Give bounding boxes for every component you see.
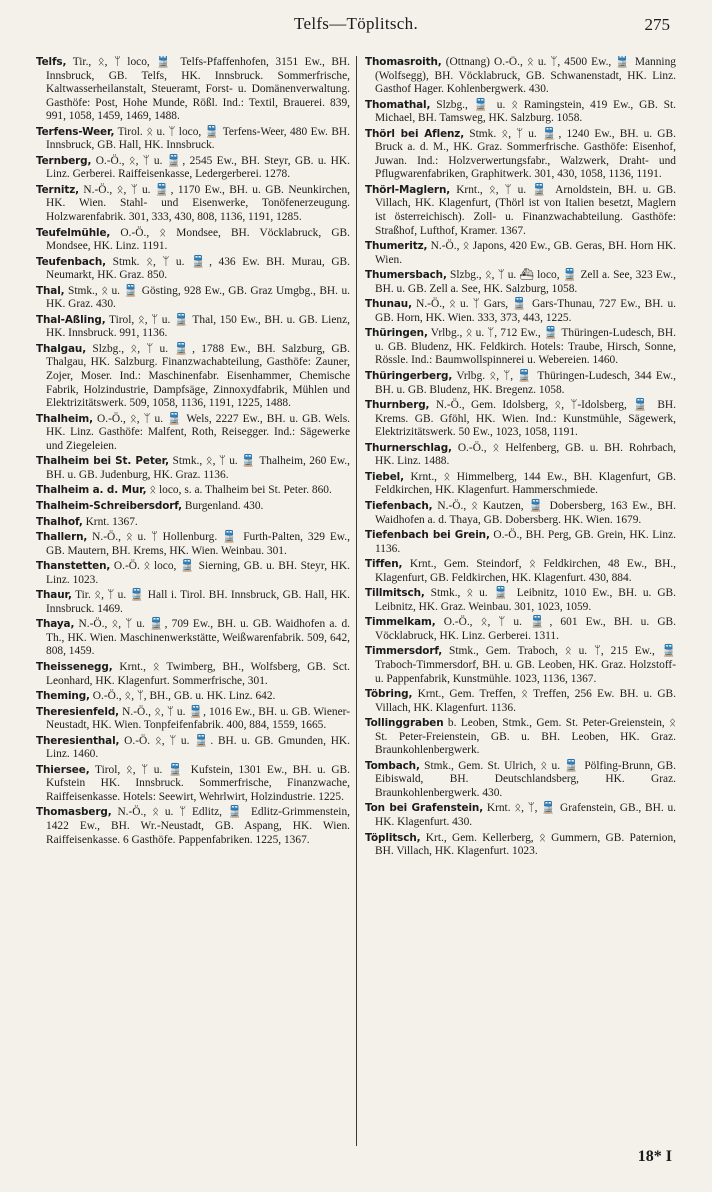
entry-place-name: Tiefenbach bei Grein,	[365, 529, 490, 542]
gazetteer-entry	[365, 717, 676, 758]
entry-text: Vrlbg. ᛟ, ᛘ, 🚆 Thüringen-Ludesch, 344 Ew., BH. u. GB. Bludenz, HK. Bregenz. 1058.	[375, 370, 676, 396]
gazetteer-entry	[365, 529, 676, 556]
gazetteer-entry	[36, 155, 350, 182]
header-title: Telfs—Töplitsch.	[293, 14, 418, 33]
entry-place-name: Thurnberg,	[365, 399, 430, 412]
page-number: 275	[644, 15, 670, 34]
gazetteer-entry	[36, 314, 350, 341]
gazetteer-entry	[365, 327, 676, 368]
entry-place-name: Thalgau,	[36, 342, 87, 355]
entry-text: b. Leoben, Stmk., Gem. St. Peter-Greienstein, ᛟ St. Peter-Freienstein, GB. u. BH. Leoben, HK. Graz. Braunkohlenbergwerk.	[375, 717, 676, 757]
gazetteer-entry	[36, 184, 350, 225]
printer-signature: 18* I	[637, 1148, 672, 1165]
gazetteer-entry	[36, 516, 350, 530]
gazetteer-entry	[36, 484, 350, 498]
entry-text: Krnt., Gem. Treffen, ᛟ Treffen, 256 Ew. BH. u. GB. Villach, HK. Klagenfurt. 1136.	[375, 688, 676, 714]
entry-text: N.-Ö., ᛟ Kautzen, 🚆 Dobersberg, 163 Ew., BH. Waidhofen a. d. Thaya, GB. Dobersberg. HK. Wien. 1679.	[375, 499, 676, 526]
entry-text: O.-Ö., ᛟ, ᛘ u. 🚆 Wels, 2227 Ew., BH. u. GB. Wels. HK. Linz. Gasthöfe: Malfent, Roth, Reisegger. Ind.: Sägewerke und Ziegeleien.	[46, 412, 350, 452]
gazetteer-entry	[36, 690, 350, 704]
entry-text: Stmk. ᛟ, ᛘ u. 🚆, 1240 Ew., BH. u. GB. Bruck a. d. M., HK. Graz. Sommerfrische. Gasthöfe: Eisenhof, Juwan. Ind.: Holzverwertungsfabr., Walzwerk, Draht- und Pflugwarenfabriken, Graphitwerk. 301, 430, 1058, 1136, 1191.	[375, 127, 676, 181]
entry-place-name: Thal-Aßling,	[36, 313, 106, 326]
gazetteer-entry	[36, 735, 350, 762]
entry-text: Krnt. ᛟ, ᛘ, 🚆 Grafenstein, GB., BH. u. HK. Klagenfurt. 430.	[375, 802, 676, 828]
entry-place-name: Tombach,	[365, 759, 420, 772]
entry-text: Stmk., Gem. St. Ulrich, ᛟ u. 🚆 Pölfing-Brunn, GB. Eibiswald, BH. Deutschlandsberg, HK. Graz. Braunkohlenbergwerk. 430.	[375, 759, 676, 799]
gazetteer-entry	[365, 128, 676, 182]
entry-place-name: Tiefenbach,	[365, 499, 433, 512]
entry-place-name: Theming,	[36, 690, 90, 703]
gazetteer-entry	[36, 500, 350, 514]
gazetteer-entry	[36, 126, 350, 153]
entry-text: O.-Ö., BH. Perg, GB. Grein, HK. Linz. 1136.	[375, 529, 676, 555]
gazetteer-entry	[365, 558, 676, 585]
entry-text: Tir. ᛟ, ᛘ u. 🚆 Hall i. Tirol. BH. Innsbruck, GB. Hall, HK. Innsbruck. 1469.	[46, 589, 350, 615]
entry-place-name: Thomasberg,	[36, 806, 112, 819]
gazetteer-entry	[365, 99, 676, 126]
gazetteer-entry	[36, 560, 350, 587]
entry-text: O.-Ö., ᛟ Mondsee, BH. Vöcklabruck, GB. Mondsee, HK. Linz. 1191.	[46, 226, 350, 253]
entry-place-name: Thal,	[36, 284, 65, 297]
entry-place-name: Thalheim a. d. Mur,	[36, 484, 147, 497]
entry-text: N.-Ö., ᛟ, ᛘ u. 🚆, 1170 Ew., BH. u. GB. Neunkirchen, HK. Wien. Stahl- und Eisenwerke, Tonöfenerzeugung. Holzwarenfabrik. 301, 333, 430, 808, 1136, 1191, 1285.	[46, 183, 350, 224]
entry-text: Tir., ᛟ, ᛘ loco, 🚆 Telfs-Pfaffenhofen, 3151 Ew., BH. Innsbruck, GB. Telfs, HK. Innsbruck. Sommerfrische, Kaltwasserheilanstalt, Steueramt, Forst- u. Domänenverwaltung. Gasthöfe: Post, Hohe Munde, Rößl. Ind.: Textil, Brauerei. 839, 991, 1058, 1459, 1469, 1488.	[46, 56, 350, 123]
entry-place-name: Thaya,	[36, 618, 75, 631]
entry-place-name: Timmelkam,	[365, 616, 436, 629]
gazetteer-entry	[36, 806, 350, 847]
entry-text: Krnt. 1367.	[85, 515, 138, 528]
entry-place-name: Tiffen,	[365, 558, 403, 571]
entry-text: O.-Ö. ᛟ loco, 🚆 Sierning, GB. u. BH. Steyr, HK. Linz. 1023.	[46, 560, 350, 586]
entry-text: Tirol, ᛟ, ᛘ u. 🚆 Thal, 150 Ew., BH. u. GB. Lienz, HK. Innsbruck. 991, 1136.	[46, 313, 350, 340]
entry-place-name: Thumeritz,	[365, 240, 428, 253]
entry-place-name: Theresienthal,	[36, 734, 120, 747]
entry-place-name: Tillmitsch,	[365, 587, 425, 600]
entry-text: Krnt., ᛟ Himmelberg, 144 Ew., BH. Klagenfurt, GB. Feldkirchen, HK. Klagenfurt. Hammerschmiede.	[375, 470, 676, 497]
running-header	[0, 14, 712, 40]
gazetteer-entry	[365, 587, 676, 614]
entry-place-name: Thalheim-Schreibersdorf,	[36, 499, 182, 512]
two-column-body	[36, 56, 676, 1146]
entry-text: O.-Ö. ᛟ, ᛘ u. 🚆. BH. u. GB. Gmunden, HK. Linz. 1460.	[46, 734, 350, 761]
entry-text: Krnt., Gem. Steindorf, ᛟ Feldkirchen, 48 Ew., BH., Klagenfurt, GB. Feldkirchen, HK. Klagenfurt. 430, 884.	[375, 558, 676, 584]
entry-place-name: Thalheim,	[36, 412, 93, 425]
entry-text: Tirol. ᛟ u. ᛘ loco, 🚆 Terfens-Weer, 480 Ew. BH. Innsbruck, GB. Hall, HK. Innsbruck.	[46, 125, 350, 152]
entry-text: Vrlbg., ᛟ u. ᛘ, 712 Ew., 🚆 Thüringen-Ludesch, BH. u. GB. Bludenz, HK. Feldkirch. Hotels: Traube, Hirsch, Sonne, Rössle. Ind.: Baumwollspinnerei u. Webereien. 1460.	[375, 327, 676, 367]
entry-text: O.-Ö., ᛟ, ᛘ u. 🚆, 2545 Ew., BH. Steyr, GB. u. HK. Linz. Gerberei. Raiffeisenkasse, Ledergerberei. 1278.	[46, 154, 350, 181]
right-column	[356, 56, 676, 1146]
gazetteer-entry	[36, 764, 350, 805]
gazetteer-entry	[365, 240, 676, 267]
entry-place-name: Thiersee,	[36, 763, 90, 776]
gazetteer-entry	[365, 298, 676, 325]
entry-place-name: Thumersbach,	[365, 269, 447, 282]
entry-text: O.-Ö., ᛟ, ᛘ u. 🚆, 601 Ew., BH. u. GB. Vöcklabruck, HK. Linz. Gerberei. 1311.	[375, 616, 676, 642]
entry-text: Krt., Gem. Kellerberg, ᛟ Gummern, GB. Paternion, BH. Villach, HK. Klagenfurt. 1023.	[375, 831, 676, 858]
entry-place-name: Tiebel,	[365, 470, 404, 483]
entry-text: (Ottnang) O.-Ö., ᛟ u. ᛘ, 4500 Ew., 🚆 Manning (Wolfsegg), BH. Vöcklabruck, GB. Schwanenstadt, HK. Linz. Gasthof Hager. Kohlenbergwerk. 430.	[375, 56, 676, 96]
entry-text: Stmk., ᛟ u. 🚆 Leibnitz, 1010 Ew., BH. u. GB. Leibnitz, HK. Graz. Weinbau. 301, 1023, 1059.	[375, 587, 676, 613]
gazetteer-entry	[365, 645, 676, 686]
gazetteer-entry	[36, 531, 350, 558]
entry-text: ᛟ loco, s. a. Thalheim bei St. Peter. 860.	[149, 484, 332, 497]
entry-text: Slzbg., 🚆 u. ᛟ Ramingstein, 419 Ew., GB. St. Michael, BH. Tamsweg, HK. Salzburg. 1058.	[375, 98, 676, 125]
gazetteer-entry	[365, 760, 676, 801]
entry-place-name: Terfens-Weer,	[36, 125, 115, 138]
entry-text: O.-Ö., ᛟ, ᛘ, BH., GB. u. HK. Linz. 642.	[92, 690, 276, 703]
entry-text: Tirol, ᛟ, ᛘ u. 🚆 Kufstein, 1301 Ew., BH. u. GB. Kufstein HK. Innsbruck. Sommerfrische, Finanzwache, Raiffeisenkasse. Hotels: Seewirt, Wehrlwirt, Holzindustrie. 1225.	[46, 763, 350, 803]
entry-place-name: Thallern,	[36, 531, 88, 544]
entry-place-name: Teufelmühle,	[36, 226, 111, 239]
gazetteer-entry	[365, 56, 676, 97]
entry-text: N.-Ö., ᛟ Japons, 420 Ew., GB. Geras, BH. Horn HK. Wien.	[375, 240, 676, 266]
entry-place-name: Thurnerschlag,	[365, 441, 452, 454]
gazetteer-entry	[36, 227, 350, 254]
entry-text: Stmk., ᛟ, ᛘ u. 🚆 Thalheim, 260 Ew., BH. u. GB. Judenburg, HK. Graz. 1136.	[46, 455, 350, 481]
gazetteer-entry	[365, 832, 676, 859]
entry-text: Krnt., ᛟ, ᛘ u. 🚆 Arnoldstein, BH. u. GB. Villach, HK. Klagenfurt, (Thörl ist von Italien besetzt, Maglern ist österreichisch). Zoll- u. Finanzwachabteilung. Gasthöfe: Straßhof, Lufthof, Kramer. 1367.	[375, 183, 676, 237]
left-column	[36, 56, 356, 1146]
entry-place-name: Timmersdorf,	[365, 645, 443, 658]
entry-place-name: Thomasroith,	[365, 56, 442, 68]
entry-text: Burgenland. 430.	[184, 499, 264, 512]
gazetteer-entry	[36, 661, 350, 688]
entry-text: N.-Ö., ᛟ, ᛘ u. 🚆, 709 Ew., BH. u. GB. Waidhofen a. d. Th., HK. Wien. Maschinenwerkstätte, Weißwarenfabrik. 509, 642, 808, 1459.	[46, 618, 350, 658]
gazetteer-entry	[36, 455, 350, 482]
entry-place-name: Tollinggraben	[365, 717, 444, 730]
entry-place-name: Thörl bei Aflenz,	[365, 127, 465, 140]
entry-place-name: Ternitz,	[36, 183, 79, 196]
entry-place-name: Thörl-Maglern,	[365, 183, 451, 196]
gazetteer-entry	[365, 184, 676, 238]
entry-place-name: Thalheim bei St. Peter,	[36, 455, 170, 468]
entry-place-name: Thüringen,	[365, 327, 428, 340]
entry-text: Slzbg., ᛟ, ᛘ u. 🚆, 1788 Ew., BH. Salzburg, GB. Thalgau, HK. Salzburg. Finanzwachabteilung, Gasthöfe: Zauner, Zojer, Moser. Ind.: Maschinenfabr. Eisenhammer, Chemische Fabrik, Holzindustrie, Dampfsäge, Zinnoxydfabrik, Mühlen und Elektrizitätswerk. 509, 1058, 1136, 1191, 1225, 1488.	[46, 342, 350, 410]
entry-place-name: Ton bei Grafenstein,	[365, 802, 484, 815]
entry-text: Stmk., Gem. Traboch, ᛟ u. ᛘ, 215 Ew., 🚆 Traboch-Timmersdorf, BH. u. GB. Leoben, HK. Graz. Holzstoff- u. Pappenfabrik, Kunstmühle. 1023, 1136, 1367.	[375, 645, 676, 685]
gazetteer-entry	[36, 56, 350, 124]
entry-text: Slzbg., ᛟ, ᛘ u. ⛴ loco, 🚆 Zell a. See, 323 Ew., BH. u. GB. Zell a. See, HK. Salzburg, 1058.	[375, 269, 676, 295]
gazetteer-entry	[365, 688, 676, 715]
entry-text: N.-Ö., ᛟ u. ᛘ Hollenburg. 🚆 Furth-Palten, 329 Ew., GB. Mautern, BH. Krems, HK. Wien. Weinbau. 301.	[46, 531, 350, 557]
gazetteer-entry	[365, 616, 676, 643]
gazetteer-entry	[36, 413, 350, 454]
gazetteer-entry	[36, 285, 350, 312]
gazetteer-entry	[365, 442, 676, 469]
entry-place-name: Töplitsch,	[365, 831, 421, 844]
entry-place-name: Theresienfeld,	[36, 705, 120, 718]
entry-text: N.-Ö., ᛟ u. ᛘ Edlitz, 🚆 Edlitz-Grimmenstein, 1422 Ew., BH. Wr.-Neustadt, GB. Aspang, HK. Wien. Raiffeisenkasse. 6 Gasthöfe. Pappenfabriken. 1225, 1367.	[46, 806, 350, 846]
gazetteer-entry	[365, 269, 676, 296]
gazetteer-entry	[365, 399, 676, 440]
entry-place-name: Thunau,	[365, 298, 412, 311]
gazetteer-entry	[365, 471, 676, 498]
entry-place-name: Thomathal,	[365, 98, 431, 111]
entry-place-name: Thanstetten,	[36, 560, 111, 573]
entry-text: N.-Ö., Gem. Idolsberg, ᛟ, ᛘ-Idolsberg, 🚆 BH. Krems. GB. Gföhl, HK. Wien. Ind.: Kunstmühle, Sägewerk, Elektrizitätswerk. 50 Ew., 1023, 1058, 1191.	[375, 399, 676, 439]
gazetteer-entry	[365, 500, 676, 527]
gazetteer-entry	[36, 589, 350, 616]
entry-text: O.-Ö., ᛟ Helfenberg, GB. u. BH. Rohrbach, HK. Linz. 1488.	[375, 441, 676, 468]
entry-text: N.-Ö., ᛟ u. ᛘ Gars, 🚆 Gars-Thunau, 727 Ew., BH. u. GB. Horn, HK. Wien. 333, 373, 443, 1225.	[375, 298, 676, 324]
entry-place-name: Teufenbach,	[36, 255, 106, 268]
entry-text: Krnt., ᛟ Twimberg, BH., Wolfsberg, GB. Sct. Leonhard, HK. Klagenfurt. Sommerfrische, 301.	[46, 660, 350, 687]
entry-place-name: Theissenegg,	[36, 660, 113, 673]
gazetteer-entry	[36, 618, 350, 659]
gazetteer-entry	[36, 256, 350, 283]
gazetteer-entry	[365, 370, 676, 397]
entry-text: Stmk. ᛟ, ᛘ u. 🚆, 436 Ew. BH. Murau, GB. Neumarkt, HK. Graz. 850.	[46, 255, 350, 282]
entry-place-name: Thalhof,	[36, 515, 83, 528]
entry-place-name: Ternberg,	[36, 154, 92, 167]
gazetteer-entry	[36, 706, 350, 733]
entry-place-name: Telfs,	[36, 56, 67, 68]
entry-text: Stmk., ᛟ u. 🚆 Gösting, 928 Ew., GB. Graz Umgbg., BH. u. HK. Graz. 430.	[46, 284, 350, 311]
gazetteer-entry	[36, 343, 350, 411]
entry-place-name: Thaur,	[36, 589, 72, 602]
gazetteer-entry	[365, 802, 676, 829]
entry-text: N.-Ö., ᛟ, ᛘ u. 🚆, 1016 Ew., BH. u. GB. Wiener-Neustadt, HK. Wien. Tonpfeifenfabrik. 400, 884, 1559, 1665.	[46, 705, 351, 732]
entry-place-name: Töbring,	[365, 688, 413, 701]
entry-place-name: Thüringerberg,	[365, 370, 453, 383]
